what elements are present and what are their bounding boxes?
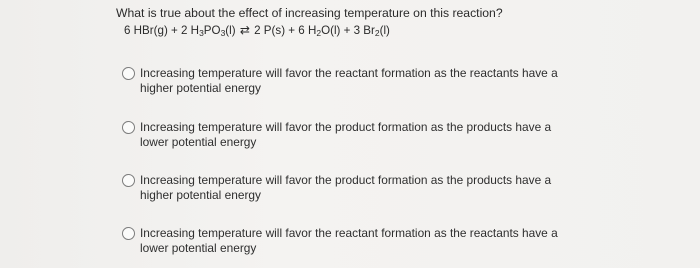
- radio-button[interactable]: [122, 227, 135, 240]
- option-line-1: Increasing temperature will favor the reactant formation as the reactants have a: [140, 226, 558, 240]
- option-text: [140, 226, 558, 255]
- option-line-2: lower potential energy: [140, 240, 257, 255]
- product-subscript-2: 2: [374, 28, 380, 38]
- option-line-2: lower potential energy: [140, 134, 257, 149]
- question-prompt: What is true about the effect of increasing temperature on this reaction?: [116, 6, 503, 20]
- option-line-1: Increasing temperature will favor the product formation as the products have a: [140, 173, 552, 187]
- equilibrium-arrow-icon: ⇄: [239, 23, 249, 37]
- reaction-equation: [124, 23, 390, 38]
- radio-button[interactable]: [122, 174, 135, 187]
- radio-button[interactable]: [122, 121, 135, 134]
- reactant-subscript-2: 3: [220, 28, 226, 38]
- product-subscript-1: 2: [316, 28, 322, 38]
- option-text: [140, 173, 551, 202]
- option-line-2: higher potential energy: [140, 80, 261, 95]
- reactant-part-3: (l): [225, 24, 236, 37]
- option-text: [140, 120, 551, 149]
- product-part-1: 2 P(s) + 6 H: [254, 24, 317, 37]
- product-part-3: (l): [379, 24, 390, 37]
- reactant-subscript-1: 3: [199, 28, 204, 38]
- product-part-2: O(l) + 3 Br: [321, 24, 375, 37]
- reactant-part-1: 6 HBr(g) + 2 H: [124, 24, 200, 37]
- option-line-1: Increasing temperature will favor the reactant formation as the reactants have a: [140, 66, 558, 80]
- reactant-part-2: PO: [203, 24, 221, 37]
- option-line-2: higher potential energy: [140, 187, 261, 202]
- option-text: [140, 66, 558, 95]
- option-line-1: Increasing temperature will favor the product formation as the products have a: [140, 120, 552, 134]
- radio-button[interactable]: [122, 67, 135, 80]
